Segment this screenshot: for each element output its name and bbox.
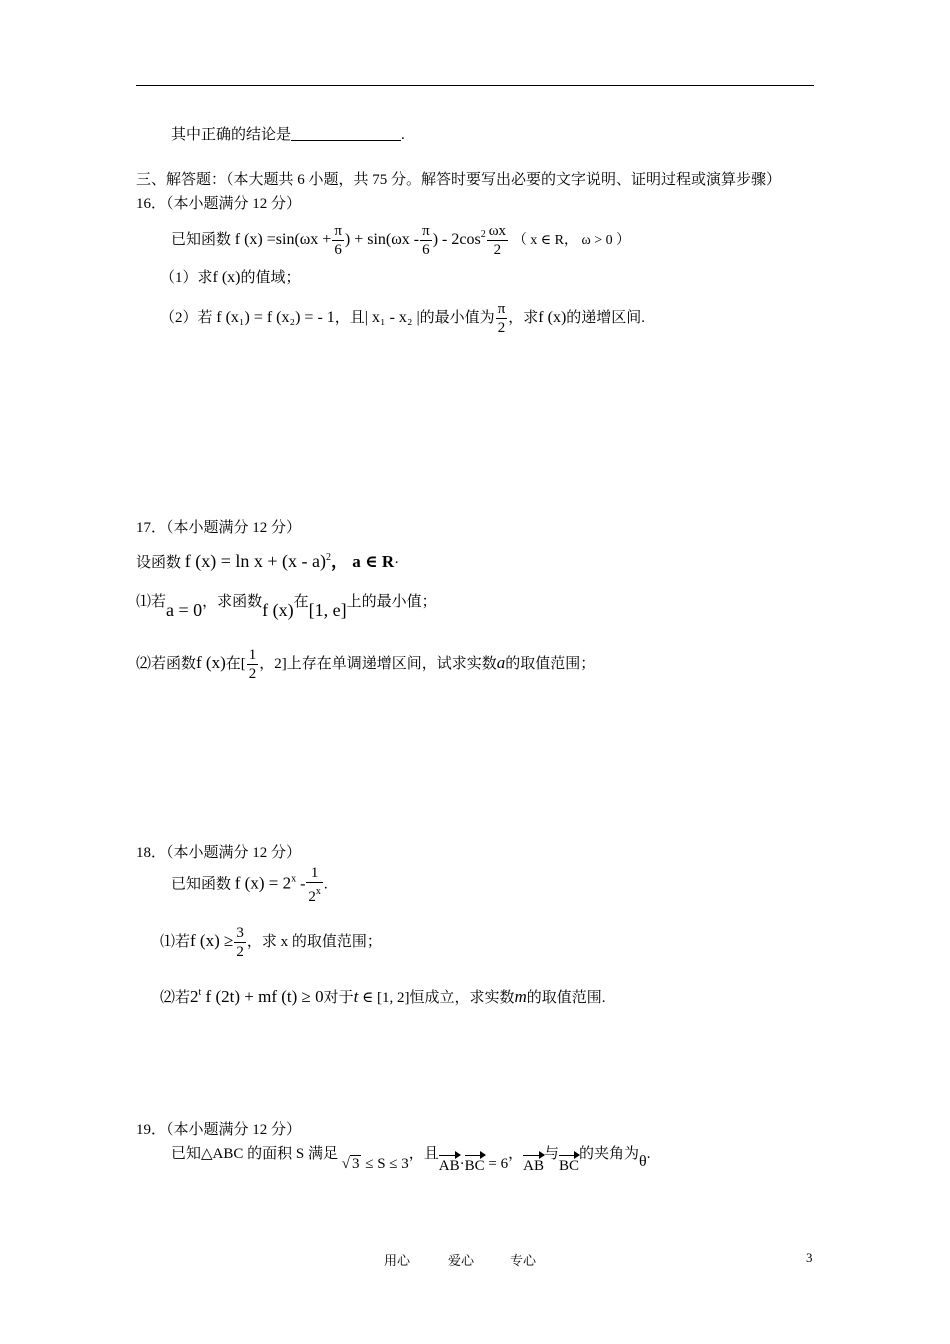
vector-bc-2: BC — [559, 1150, 579, 1176]
q16-frac-pi-2: $\frac{\pi}{2}$ — [497, 301, 506, 336]
q16-frac-pi-6-b: $\frac{\pi}{6}$ — [422, 223, 430, 258]
q16-part1: （1）求f (x)的值域； — [160, 269, 301, 286]
q19-statement: 已知△ABC 的面积 S 满足 √ 3 ≤ S ≤ 3，且AB·BC = 6，AB与BC的夹角为θ. — [171, 1146, 651, 1174]
sqrt-symbol: √ 3 — [341, 1156, 360, 1172]
q18-part2: ⑵若2$^t$ f (2t) + mf (t) ≥ 0对于t ∈ [1, 2]恒成立，求实数m的取值范围. — [160, 987, 606, 1006]
footer-slogan-1: 用心 — [384, 1253, 411, 1268]
header-rule — [136, 85, 814, 86]
page-number: 3 — [806, 1250, 813, 1265]
q16-statement: 已知函数 f (x) =sin(ωx + $\frac{\pi}{6}$ ) + sin(ωx - $\frac{\pi}{6}$ ) - $2\cos^2$ $\frac{\omega x}{2}$ （ x ∈ R， ω > 0 ） — [171, 223, 631, 258]
footer-slogan-3: 专心 — [510, 1253, 537, 1268]
vector-ab-2: AB — [523, 1150, 544, 1176]
q18-part1: ⑴若f (x) ≥ $\frac{3}{2}$ ，求 x 的取值范围； — [160, 925, 382, 960]
q16-part2: （2）若 f (x₁) = f (x₂) = - 1，且| x₁ - x₂ |的最小值为 $\frac{\pi}{2}$ ，求f (x)的递增区间. — [160, 301, 646, 336]
q19-number: 19．（本小题满分 12 分） — [136, 1122, 302, 1138]
q18-number: 18．（本小题满分 12 分） — [136, 845, 302, 861]
q17-part1: ⑴若a = 0，求函数f (x)在[1, e]上的最小值； — [136, 594, 437, 620]
q18-frac-3-2: $\frac{3}{2}$ — [236, 925, 244, 960]
vector-ab: AB — [439, 1150, 460, 1176]
section-title: 三、解答题：（本大题共 6 小题，共 75 分。解答时要写出必要的文字说明、证明过程或演算步骤） — [136, 172, 782, 188]
q16-number: 16．（本小题满分 12 分） — [136, 196, 302, 212]
q17-part2: ⑵若函数f (x)在[ $\frac{1}{2}$ ，2]上存在单调递增区间，试求实数a的取值范围； — [136, 647, 596, 682]
vector-bc: BC — [465, 1150, 485, 1176]
q17-frac-1-2: $\frac{1}{2}$ — [248, 647, 257, 682]
fill-in-line: 其中正确的结论是 . — [171, 124, 405, 145]
footer-slogan-2: 爱心 — [448, 1253, 475, 1268]
q17-statement: 设函数 f (x) = ln x + (x - a)$^2$， a ∈ R· — [136, 551, 400, 571]
q16-frac-wx-2: $\frac{\omega x}{2}$ — [488, 223, 507, 258]
q18-statement: 已知函数 f $(x) = 2^x$ - $\frac{1}{2^x}$ . — [171, 865, 328, 905]
answer-blank[interactable] — [291, 124, 401, 141]
q16-frac-pi-6-a: $\frac{\pi}{6}$ — [334, 223, 342, 258]
q18-frac-1-2x: $\frac{1}{2^x}$ — [308, 865, 321, 905]
q17-number: 17．（本小题满分 12 分） — [136, 520, 302, 536]
